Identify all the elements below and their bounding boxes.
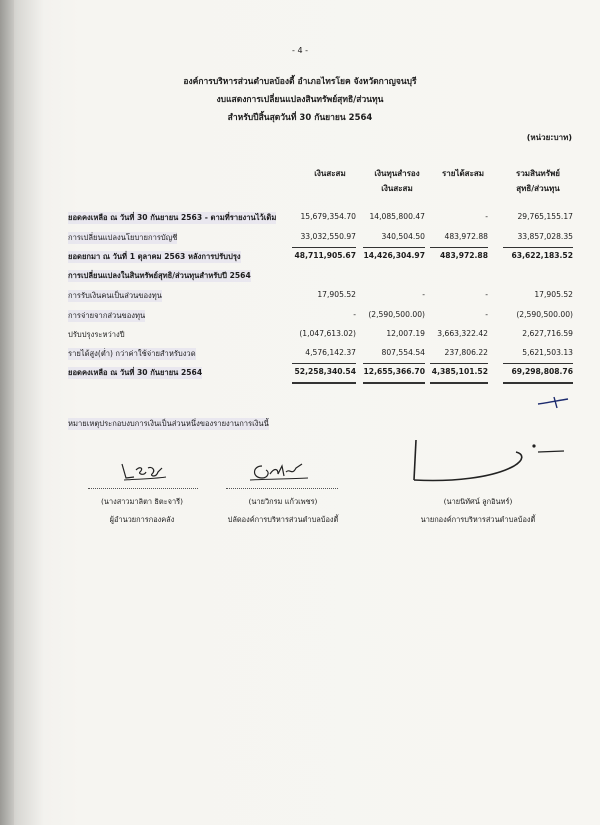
subtotal-rule — [430, 247, 488, 248]
signature-1-icon — [118, 460, 172, 484]
row-label: การเปลี่ยนแปลงนโยบายการบัญชี — [68, 233, 178, 242]
col-header-reserve-line1: เงินทุนสำรอง — [374, 169, 420, 178]
cell-total: 29,765,155.17 — [517, 212, 573, 221]
row-label: การรับเงินคนเป็นส่วนของทุน — [68, 291, 162, 300]
col-header-accumulated: เงินสะสม — [314, 169, 346, 178]
cell-revenue: 3,663,322.42 — [437, 329, 488, 338]
subtotal-rule — [363, 247, 425, 248]
cell-reserve: - — [422, 290, 425, 299]
cell-accumulated: 33,032,550.97 — [300, 232, 356, 241]
cell-revenue: - — [485, 212, 488, 221]
table-row — [68, 251, 573, 264]
table-row — [68, 212, 573, 225]
signature-line — [226, 488, 338, 489]
signature-2-icon — [248, 458, 312, 484]
cell-reserve: 807,554.54 — [381, 348, 425, 357]
cell-reserve: 12,655,366.70 — [363, 367, 425, 376]
row-label: ปรับปรุงระหว่างปี — [68, 330, 125, 339]
cell-total: 69,298,808.76 — [511, 367, 573, 376]
table-row-section — [68, 270, 573, 283]
cell-reserve: 12,007.19 — [386, 329, 425, 338]
cell-total: 17,905.52 — [534, 290, 573, 299]
statement-period: สำหรับปีสิ้นสุดวันที่ 30 กันยายน 2564 — [227, 113, 373, 123]
row-label: การเปลี่ยนแปลงในสินทรัพย์สุทธิ/ส่วนทุนสำหรับปี 2564 — [68, 271, 251, 280]
cell-reserve: (2,590,500.00) — [368, 310, 425, 319]
cell-total: 33,857,028.35 — [517, 232, 573, 241]
row-label: ยอดคงเหลือ ณ วันที่ 30 กันยายน 2564 — [68, 368, 203, 377]
subtotal-rule — [292, 247, 356, 248]
col-header-total — [500, 166, 576, 196]
cell-accumulated: - — [353, 310, 356, 319]
row-label: ยอดคงเหลือ ณ วันที่ 30 กันยายน 2563 - ตามที่รายงานไว้เดิม — [68, 213, 277, 222]
cell-accumulated: (1,047,613.02) — [299, 329, 356, 338]
grand-total-rule — [363, 382, 425, 384]
cell-reserve: 14,085,800.47 — [369, 212, 425, 221]
table-row — [68, 310, 573, 323]
cell-accumulated: 17,905.52 — [317, 290, 356, 299]
cell-reserve: 14,426,304.97 — [363, 251, 425, 260]
signatory-2-name: (นายวิกรม แก้วเพชร) — [248, 497, 318, 506]
cell-total: 63,622,183.52 — [511, 251, 573, 260]
cell-accumulated: 52,258,340.54 — [294, 367, 356, 376]
table-row — [68, 232, 573, 245]
footnote: หมายเหตุประกอบงบการเงินเป็นส่วนหนึ่งของรายงานการเงินนี้ — [68, 419, 269, 428]
cell-accumulated: 4,576,142.37 — [305, 348, 356, 357]
col-header-total-line2: สุทธิ/ส่วนทุน — [516, 184, 560, 193]
col-header-reserve-line2: เงินสะสม — [381, 184, 413, 193]
unit-label: (หน่วย:บาท) — [526, 133, 572, 142]
row-label: การจ่ายจากส่วนของทุน — [68, 311, 146, 320]
signature-line — [88, 488, 198, 489]
grand-total-rule — [430, 382, 488, 384]
table-row — [68, 329, 573, 342]
statement-title: งบแสดงการเปลี่ยนแปลงสินทรัพย์สุทธิ/ส่วนทุน — [216, 95, 384, 105]
grand-total-rule — [503, 382, 573, 384]
signatory-3-title: นายกองค์การบริหารส่วนตำบลบ้องตี้ — [420, 515, 536, 524]
col-header-revenue: รายได้สะสม — [441, 169, 485, 178]
table-row-total — [68, 367, 573, 380]
total-rule — [363, 363, 425, 364]
signatory-1-name: (นางสาวมาลิตา ธิตะจารี) — [101, 497, 183, 506]
cell-revenue: 483,972.88 — [444, 232, 488, 241]
signatory-1-title: ผู้อำนวยการกองคลัง — [109, 515, 175, 524]
org-name: องค์การบริหารส่วนตำบลบ้องตี้ อำเภอไทรโยค จังหวัดกาญจนบุรี — [183, 77, 417, 87]
cell-total: (2,590,500.00) — [516, 310, 573, 319]
cell-revenue: 237,806.22 — [444, 348, 488, 357]
signatory-2-title: ปลัดองค์การบริหารส่วนตำบลบ้องตี้ — [227, 515, 339, 524]
row-label: ยอดยกมา ณ วันที่ 1 ตุลาคม 2563 หลังการปรับปรุง — [68, 252, 241, 261]
total-rule — [292, 363, 356, 364]
signatory-3-name: (นายนิทัศน์ ลูกอินทร์) — [443, 497, 513, 506]
cell-revenue: 4,385,101.52 — [431, 367, 488, 376]
cell-accumulated: 15,679,354.70 — [300, 212, 356, 221]
cell-total: 5,621,503.13 — [522, 348, 573, 357]
col-header-reserve — [365, 166, 429, 196]
cell-accumulated: 48,711,905.67 — [294, 251, 356, 260]
cell-total: 2,627,716.59 — [522, 329, 573, 338]
total-rule — [430, 363, 488, 364]
table-row — [68, 290, 573, 303]
cell-revenue: - — [485, 290, 488, 299]
table-row — [68, 348, 573, 361]
signature-3-icon — [402, 436, 572, 488]
row-label: รายได้สูง(ต่ำ) กว่าค่าใช้จ่ายสำหรับงวด — [68, 349, 196, 358]
col-header-total-line1: รวมสินทรัพย์ — [516, 169, 560, 178]
cell-reserve: 340,504.50 — [381, 232, 425, 241]
total-rule — [503, 363, 573, 364]
grand-total-rule — [292, 382, 356, 384]
check-mark-icon — [536, 395, 570, 411]
subtotal-rule — [503, 247, 573, 248]
cell-revenue: 483,972.88 — [439, 251, 488, 260]
cell-revenue: - — [485, 310, 488, 319]
page-number: - 4 - — [292, 46, 308, 55]
